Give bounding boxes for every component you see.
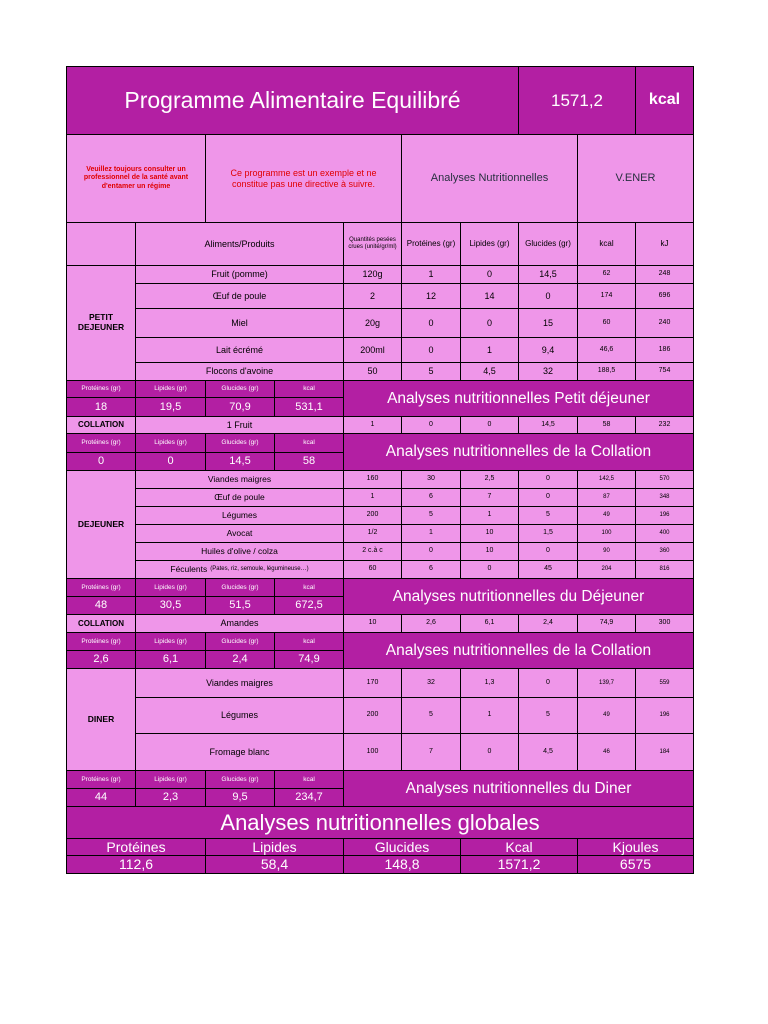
cell-kcal: 139,7	[577, 668, 636, 698]
cell-qty: 60	[343, 560, 402, 579]
cell-lip: 14	[460, 283, 519, 309]
food-name	[135, 362, 344, 381]
summary-value-lip: 6,1	[135, 650, 206, 669]
cell-glu: 0	[518, 470, 578, 489]
col-glucides: Glucides (gr)	[518, 222, 578, 266]
global-value: 6575	[577, 855, 694, 874]
cell-kj: 559	[635, 668, 694, 698]
cell-lip: 1	[460, 506, 519, 525]
page-title: Programme Alimentaire Equilibré	[66, 66, 519, 135]
global-value: 58,4	[205, 855, 344, 874]
summary-value-glu: 70,9	[205, 397, 275, 417]
summary-header-kcal: kcal	[274, 380, 344, 398]
cell-prot: 5	[401, 506, 461, 525]
summary-title: Analyses nutritionnelles Petit déjeuner	[343, 380, 694, 417]
cell-prot: 6	[401, 560, 461, 579]
disclaimer: Ce programme est un exemple et ne constitue pas une directive à suivre.	[205, 134, 402, 223]
cell-lip: 0	[460, 265, 519, 284]
cell-glu: 0	[518, 283, 578, 309]
summary-value-prot: 18	[66, 397, 136, 417]
cell-prot: 5	[401, 362, 461, 381]
food-label: Huiles d'olive / colza	[201, 545, 278, 556]
cell-kcal: 100	[577, 524, 636, 543]
global-value: 1571,2	[460, 855, 578, 874]
summary-header-kcal: kcal	[274, 578, 344, 597]
analyses-header: Analyses Nutritionnelles	[401, 134, 578, 223]
cell-prot: 12	[401, 283, 461, 309]
cell-prot: 0	[401, 416, 461, 434]
cell-qty: 10	[343, 614, 402, 633]
cell-lip: 10	[460, 542, 519, 561]
summary-header-prot: Protéines (gr)	[66, 632, 136, 651]
cell-glu: 45	[518, 560, 578, 579]
food-label: Avocat	[226, 527, 253, 538]
col-proteines: Protéines (gr)	[401, 222, 461, 266]
global-title: Analyses nutritionnelles globales	[66, 806, 694, 839]
food-name	[135, 560, 344, 579]
food-name	[135, 308, 344, 338]
cell-qty: 1/2	[343, 524, 402, 543]
cell-prot: 2,6	[401, 614, 461, 633]
cell-lip: 1,3	[460, 668, 519, 698]
food-label: Viandes maigres	[206, 677, 273, 688]
food-name	[135, 733, 344, 771]
col-aliments: Aliments/Produits	[135, 222, 344, 266]
cell-kj: 248	[635, 265, 694, 284]
cell-lip: 0	[460, 308, 519, 338]
cell-qty: 160	[343, 470, 402, 489]
cell-kcal: 174	[577, 283, 636, 309]
meal-collation-2: COLLATION	[66, 614, 136, 633]
cell-glu: 0	[518, 668, 578, 698]
food-name	[135, 265, 344, 284]
cell-prot: 6	[401, 488, 461, 507]
summary-value-prot: 0	[66, 452, 136, 471]
meal-header-empty	[66, 222, 136, 266]
summary-title: Analyses nutritionnelles de la Collation	[343, 632, 694, 669]
col-lipides: Lipides (gr)	[460, 222, 519, 266]
cell-kcal: 90	[577, 542, 636, 561]
food-name	[135, 488, 344, 507]
cell-kj: 300	[635, 614, 694, 633]
cell-kcal: 204	[577, 560, 636, 579]
meal-petit-dejeuner: PETIT DEJEUNER	[66, 265, 136, 381]
cell-glu: 14,5	[518, 416, 578, 434]
summary-header-glu: Glucides (gr)	[205, 770, 275, 789]
food-label: Flocons d'avoine	[205, 366, 274, 377]
summary-title: Analyses nutritionnelles du Déjeuner	[343, 578, 694, 615]
summary-value-glu: 14,5	[205, 452, 275, 471]
cell-glu: 5	[518, 697, 578, 734]
cell-qty: 200	[343, 506, 402, 525]
summary-value-glu: 2,4	[205, 650, 275, 669]
cell-kcal: 74,9	[577, 614, 636, 633]
cell-prot: 7	[401, 733, 461, 771]
col-kcal: kcal	[577, 222, 636, 266]
cell-kj: 360	[635, 542, 694, 561]
cell-kcal: 46,6	[577, 337, 636, 363]
cell-glu: 5	[518, 506, 578, 525]
cell-qty: 1	[343, 488, 402, 507]
food-label: Fruit (pomme)	[211, 269, 268, 280]
cell-qty: 2 c.à c	[343, 542, 402, 561]
cell-lip: 7	[460, 488, 519, 507]
cell-kj: 348	[635, 488, 694, 507]
global-header: Lipides	[205, 838, 344, 856]
cell-lip: 10	[460, 524, 519, 543]
col-quantites: Quantités pesées crues (unité/gr/ml)	[343, 222, 402, 266]
food-name	[135, 337, 344, 363]
summary-title: Analyses nutritionnelles de la Collation	[343, 433, 694, 471]
cell-glu: 15	[518, 308, 578, 338]
food-label: Œuf de poule	[212, 290, 267, 301]
cell-qty: 100	[343, 733, 402, 771]
summary-value-kcal: 672,5	[274, 596, 344, 615]
cell-qty: 200ml	[343, 337, 402, 363]
summary-header-kcal: kcal	[274, 632, 344, 651]
cell-glu: 0	[518, 542, 578, 561]
summary-header-glu: Glucides (gr)	[205, 632, 275, 651]
summary-value-kcal: 74,9	[274, 650, 344, 669]
cell-prot: 0	[401, 542, 461, 561]
cell-kj: 240	[635, 308, 694, 338]
cell-qty: 1	[343, 416, 402, 434]
meal-diner: DINER	[66, 668, 136, 771]
food-label: Viandes maigres	[207, 473, 272, 484]
summary-value-lip: 2,3	[135, 788, 206, 807]
cell-kcal: 87	[577, 488, 636, 507]
summary-header-lip: Lipides (gr)	[135, 380, 206, 398]
cell-kcal: 62	[577, 265, 636, 284]
food-name	[135, 668, 344, 698]
summary-value-lip: 19,5	[135, 397, 206, 417]
summary-header-lip: Lipides (gr)	[135, 770, 206, 789]
cell-lip: 2,5	[460, 470, 519, 489]
summary-header-lip: Lipides (gr)	[135, 632, 206, 651]
cell-qty: 120g	[343, 265, 402, 284]
cell-lip: 1	[460, 337, 519, 363]
food-label: Fromage blanc	[209, 746, 270, 757]
total-kcal: 1571,2	[518, 66, 636, 135]
vener-header: V.ENER	[577, 134, 694, 223]
summary-value-prot: 48	[66, 596, 136, 615]
summary-value-glu: 51,5	[205, 596, 275, 615]
food-name	[135, 283, 344, 309]
meal-collation-1: COLLATION	[66, 416, 136, 434]
summary-header-kcal: kcal	[274, 770, 344, 789]
food-label: Légumes	[220, 710, 259, 721]
summary-title: Analyses nutritionnelles du Diner	[343, 770, 694, 807]
cell-lip: 0	[460, 416, 519, 434]
food-label: Féculents	[170, 563, 208, 574]
summary-value-kcal: 58	[274, 452, 344, 471]
global-header: Kjoules	[577, 838, 694, 856]
food-label: Miel	[231, 317, 248, 328]
cell-lip: 6,1	[460, 614, 519, 633]
food-name	[135, 524, 344, 543]
cell-kj: 184	[635, 733, 694, 771]
summary-value-kcal: 234,7	[274, 788, 344, 807]
food-note: (Pates, riz, semoule, légumineuse…)	[210, 566, 309, 573]
cell-kj: 754	[635, 362, 694, 381]
global-header: Glucides	[343, 838, 461, 856]
food-name	[135, 506, 344, 525]
cell-glu: 9,4	[518, 337, 578, 363]
summary-header-prot: Protéines (gr)	[66, 578, 136, 597]
cell-glu: 32	[518, 362, 578, 381]
cell-prot: 32	[401, 668, 461, 698]
cell-prot: 0	[401, 337, 461, 363]
cell-lip: 1	[460, 697, 519, 734]
cell-qty: 2	[343, 283, 402, 309]
global-header: Protéines	[66, 838, 206, 856]
cell-kcal: 188,5	[577, 362, 636, 381]
summary-value-kcal: 531,1	[274, 397, 344, 417]
summary-header-prot: Protéines (gr)	[66, 380, 136, 398]
cell-kj: 816	[635, 560, 694, 579]
global-header: Kcal	[460, 838, 578, 856]
cell-glu: 0	[518, 488, 578, 507]
meal-dejeuner: DEJEUNER	[66, 470, 136, 579]
food-label: Œuf de poule	[214, 491, 265, 502]
global-value: 148,8	[343, 855, 461, 874]
cell-prot: 1	[401, 265, 461, 284]
cell-prot: 30	[401, 470, 461, 489]
cell-glu: 1,5	[518, 524, 578, 543]
cell-prot: 1	[401, 524, 461, 543]
total-unit: kcal	[635, 66, 694, 135]
summary-header-kcal: kcal	[274, 433, 344, 453]
summary-header-glu: Glucides (gr)	[205, 578, 275, 597]
summary-header-glu: Glucides (gr)	[205, 380, 275, 398]
summary-header-prot: Protéines (gr)	[66, 433, 136, 453]
cell-kj: 400	[635, 524, 694, 543]
cell-kj: 196	[635, 697, 694, 734]
summary-value-lip: 0	[135, 452, 206, 471]
cell-qty: 170	[343, 668, 402, 698]
summary-header-lip: Lipides (gr)	[135, 578, 206, 597]
cell-qty: 50	[343, 362, 402, 381]
cell-prot: 5	[401, 697, 461, 734]
cell-kj: 232	[635, 416, 694, 434]
food-name	[135, 697, 344, 734]
summary-header-prot: Protéines (gr)	[66, 770, 136, 789]
summary-value-glu: 9,5	[205, 788, 275, 807]
cell-glu: 4,5	[518, 733, 578, 771]
summary-value-prot: 44	[66, 788, 136, 807]
global-value: 112,6	[66, 855, 206, 874]
cell-lip: 4,5	[460, 362, 519, 381]
health-warning: Veuillez toujours consulter un professionnel de la santé avant d'entamer un régime	[66, 134, 206, 223]
cell-kcal: 60	[577, 308, 636, 338]
cell-lip: 0	[460, 733, 519, 771]
summary-header-glu: Glucides (gr)	[205, 433, 275, 453]
summary-value-lip: 30,5	[135, 596, 206, 615]
food-label: Lait écrémé	[215, 344, 264, 355]
cell-glu: 14,5	[518, 265, 578, 284]
food-name: Amandes	[135, 614, 344, 633]
food-label: Légumes	[222, 509, 257, 520]
cell-lip: 0	[460, 560, 519, 579]
cell-kcal: 49	[577, 697, 636, 734]
food-name	[135, 470, 344, 489]
cell-kj: 196	[635, 506, 694, 525]
cell-qty: 200	[343, 697, 402, 734]
food-name: 1 Fruit	[135, 416, 344, 434]
cell-kcal: 46	[577, 733, 636, 771]
cell-glu: 2,4	[518, 614, 578, 633]
cell-qty: 20g	[343, 308, 402, 338]
food-name	[135, 542, 344, 561]
cell-kcal: 142,5	[577, 470, 636, 489]
cell-prot: 0	[401, 308, 461, 338]
summary-header-lip: Lipides (gr)	[135, 433, 206, 453]
cell-kj: 570	[635, 470, 694, 489]
cell-kj: 186	[635, 337, 694, 363]
col-kj: kJ	[635, 222, 694, 266]
cell-kj: 696	[635, 283, 694, 309]
cell-kcal: 58	[577, 416, 636, 434]
summary-value-prot: 2,6	[66, 650, 136, 669]
cell-kcal: 49	[577, 506, 636, 525]
